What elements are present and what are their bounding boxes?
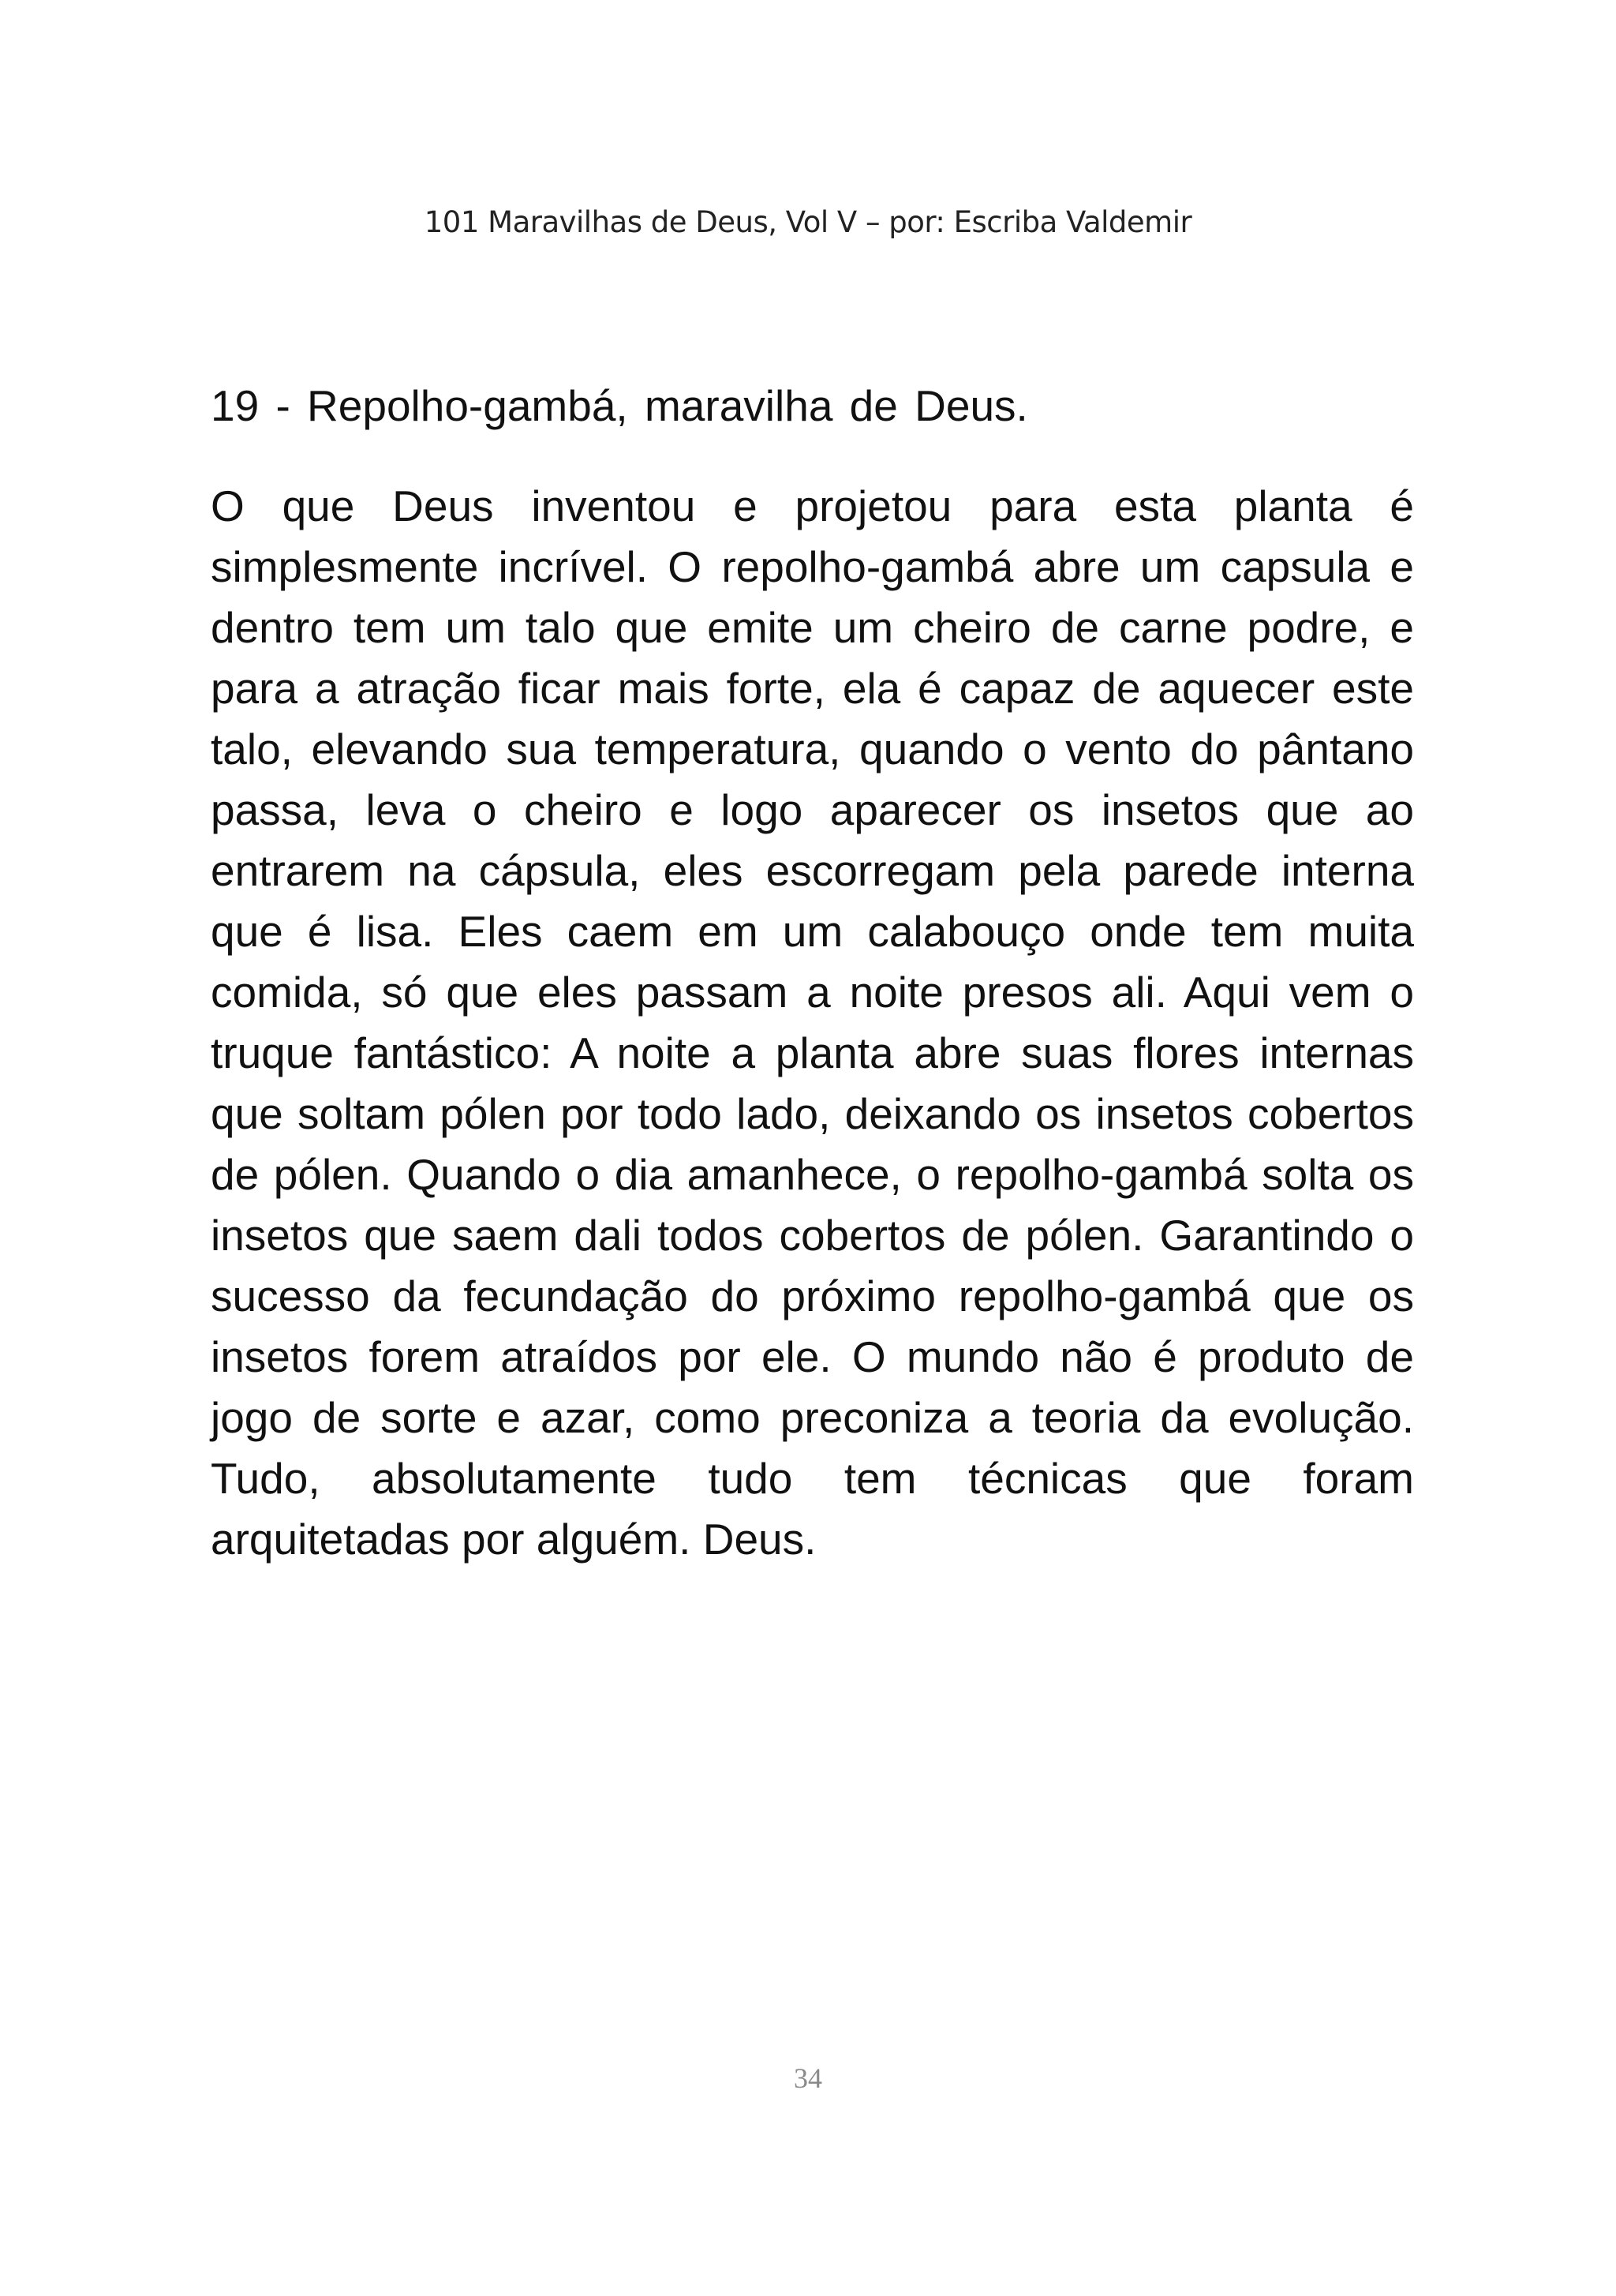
running-header: 101 Maravilhas de Deus, Vol V – por: Escriba Valdemir — [424, 205, 1192, 239]
chapter-content — [211, 376, 1414, 1570]
page-number: 34 — [794, 2062, 822, 2094]
chapter-title: 19 - Repolho-gambá, maravilha de Deus. — [211, 381, 1028, 430]
chapter-body: O que Deus inventou e projetou para esta planta é simplesmente incrível. O repolho-gambá abre um capsula e dentro tem um talo que emite um cheiro de carne podre, e para a atração ficar mais forte, ela é capaz de aquecer este talo, elevando sua temperatura, quando o vento do pântano passa, leva o cheiro e logo aparecer os insetos que ao entrarem na cápsula, eles escorregam pela parede interna que é lisa. Eles caem em um calabouço onde tem muita comida, só que eles passam a noite presos ali. Aqui vem o truque fantástico: A noite a planta abre suas flores internas que soltam pólen por todo lado, deixando os insetos cobertos de pólen. Quando o dia amanhece, o repolho-gambá solta os insetos que saem dali todos cobertos de pólen. Garantindo o sucesso da fecundação do próximo repolho-gambá que os insetos forem atraídos por ele. O mundo não é produto de jogo de sorte e azar, como preconiza a teoria da evolução. Tudo, absolutamente tudo tem técnicas que foram arquitetadas por alguém. Deus. — [211, 481, 1414, 1564]
